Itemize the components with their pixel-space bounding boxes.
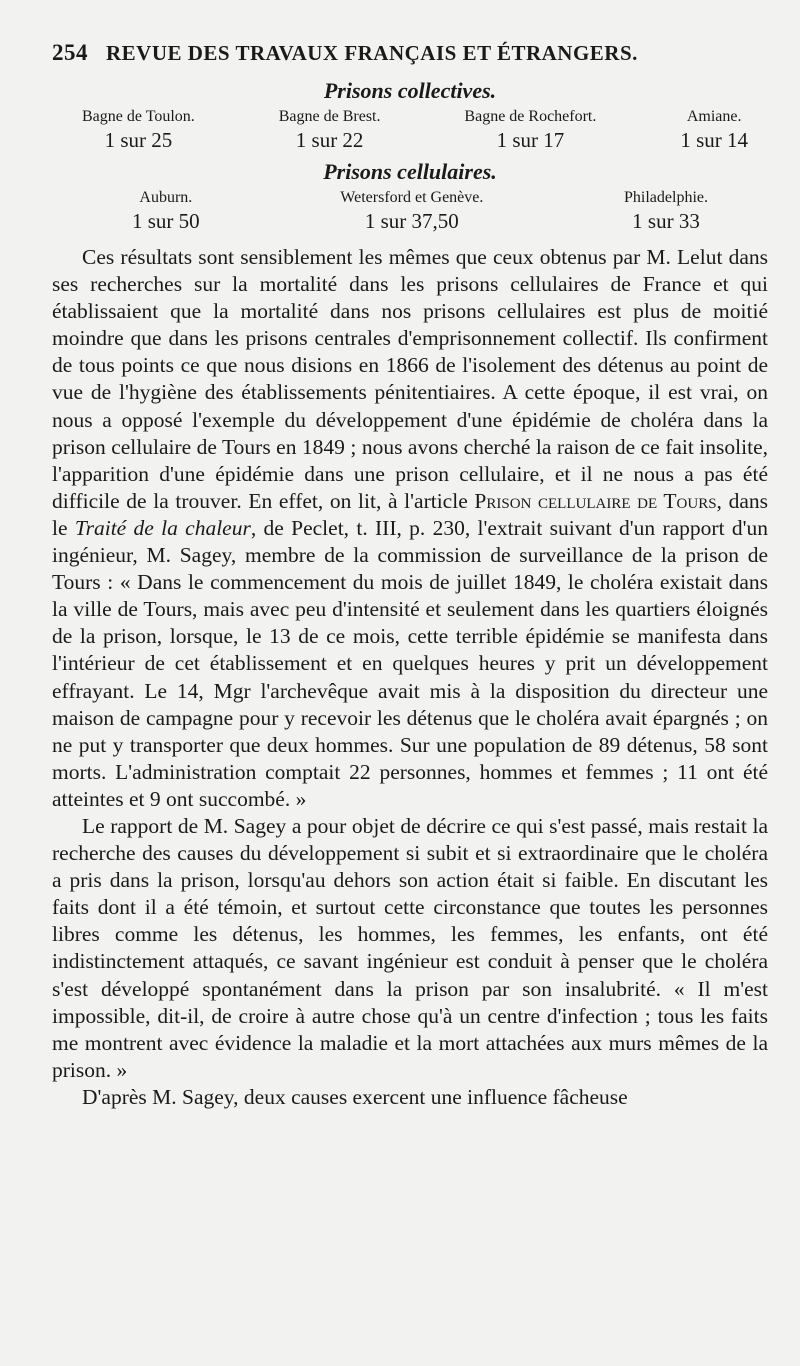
stat-ratio: 1 sur 17 xyxy=(496,128,565,152)
body-text xyxy=(52,244,768,1111)
section-title-cellulaires: Prisons cellulaires. xyxy=(323,159,497,184)
stat-ratio: 1 sur 37,50 xyxy=(364,209,459,233)
stat-rochefort xyxy=(464,108,596,153)
stats-row-collectives xyxy=(52,108,768,153)
stat-wetersford-geneve xyxy=(340,189,483,234)
book-title-italic: Traité de la chaleur xyxy=(74,515,251,540)
stat-place: Philadelphie. xyxy=(624,189,708,206)
stat-philadelphie xyxy=(624,189,708,234)
stat-ratio: 1 sur 33 xyxy=(632,209,700,233)
stat-amiane xyxy=(680,108,748,153)
stat-place: Amiane. xyxy=(686,108,742,125)
stat-auburn xyxy=(132,189,200,234)
running-header xyxy=(52,40,768,66)
stat-place: Wetersford et Genève. xyxy=(340,189,484,206)
stat-brest xyxy=(279,108,381,153)
stat-ratio: 1 sur 22 xyxy=(295,128,364,152)
paragraph-1-part-c: , de Peclet, t. III, p. 230, l'extrait suivant d'un rapport d'un ingénieur, M. Sagey, membre de la commission de surveillance de la prison de Tours : « Dans le commencement du mois de juillet 1849, le choléra existait dans la ville de Tours, mais avec peu d'intensité et seulement dans les quartiers éloignés de la prison, lorsque, le 13 de ce mois, cette terrible épidémie se manifesta dans l'intérieur de cet établissement et en quelques heures y prit un développement effrayant. Le 14, Mgr l'archevêque avait mis à la disposition du directeur une maison de campagne pour y recevoir les détenus que le choléra avait épargnés ; on ne put y transporter que deux hommes. Sur une population de 89 détenus, 58 sont morts. L'administration comptait 22 personnes, hommes et femmes ; 11 ont été atteintes et 9 ont succombé. » xyxy=(52,515,768,811)
stat-toulon xyxy=(82,108,195,153)
stat-ratio: 1 sur 50 xyxy=(132,209,200,233)
stats-row-cellulaires xyxy=(52,189,768,234)
paragraph-1 xyxy=(52,244,768,813)
stat-place: Bagne de Rochefort. xyxy=(464,108,597,125)
stat-place: Auburn. xyxy=(139,189,193,206)
stat-place: Bagne de Brest. xyxy=(278,108,381,125)
section-title-collectives: Prisons collectives. xyxy=(323,78,497,103)
running-title: REVUE DES TRAVAUX FRANÇAIS ET ÉTRANGERS. xyxy=(106,41,638,65)
paragraph-2: Le rapport de M. Sagey a pour objet de décrire ce qui s'est passé, mais restait la recherche des causes du développement si subit et si extraordinaire que le choléra a pris dans la prison, lorsqu'au dehors son action était si faible. En discutant les faits dont il a été témoin, et surtout cette circonstance que toutes les personnes libres comme les détenus, les hommes, les femmes, les enfants, ont été indistinctement attaqués, ce savant ingénieur est conduit à penser que le choléra s'est développé spontanément dans la prison par son insalubrité. « Il m'est impossible, dit-il, de croire à autre chose qu'à un centre d'infection ; tous les faits me montrent avec évidence la maladie et la mort attachées aux murs mêmes de la prison. » xyxy=(52,813,768,1082)
stat-place: Bagne de Toulon. xyxy=(82,108,195,125)
paragraph-1-part-a: Ces résultats sont sensiblement les mêmes que ceux obtenus par M. Lelut dans ses recherches sur la mortalité dans les prisons cellulaires de France et qui établissaient que la mortalité dans nos prisons cellulaires est plus de moitié moindre que dans les prisons centrales d'emprisonnement collectif. Ils confirment de tous points ce que nous disions en 1866 de l'isolement des détenus au point de vue de l'hygiène des établissements pénitentiaires. A cette époque, il est vrai, on nous a opposé l'exemple du développement d'une épidémie de choléra dans la prison cellulaire de Tours en 1849 ; nous avons cherché la raison de ce fait insolite, l'apparition d'une épidémie dans une prison cellulaire, et il ne nous a pas été difficile de la trouver. En effet, on lit, à l'article xyxy=(52,245,768,513)
paragraph-3: D'après M. Sagey, deux causes exercent une influence fâcheuse xyxy=(82,1084,628,1109)
page-number: 254 xyxy=(52,40,88,65)
stat-ratio: 1 sur 14 xyxy=(680,128,748,152)
stat-ratio: 1 sur 25 xyxy=(104,128,173,152)
article-title-smallcaps: Prison cellulaire de Tours xyxy=(474,488,717,513)
paragraph-1-part-b: , dans le xyxy=(52,488,768,540)
